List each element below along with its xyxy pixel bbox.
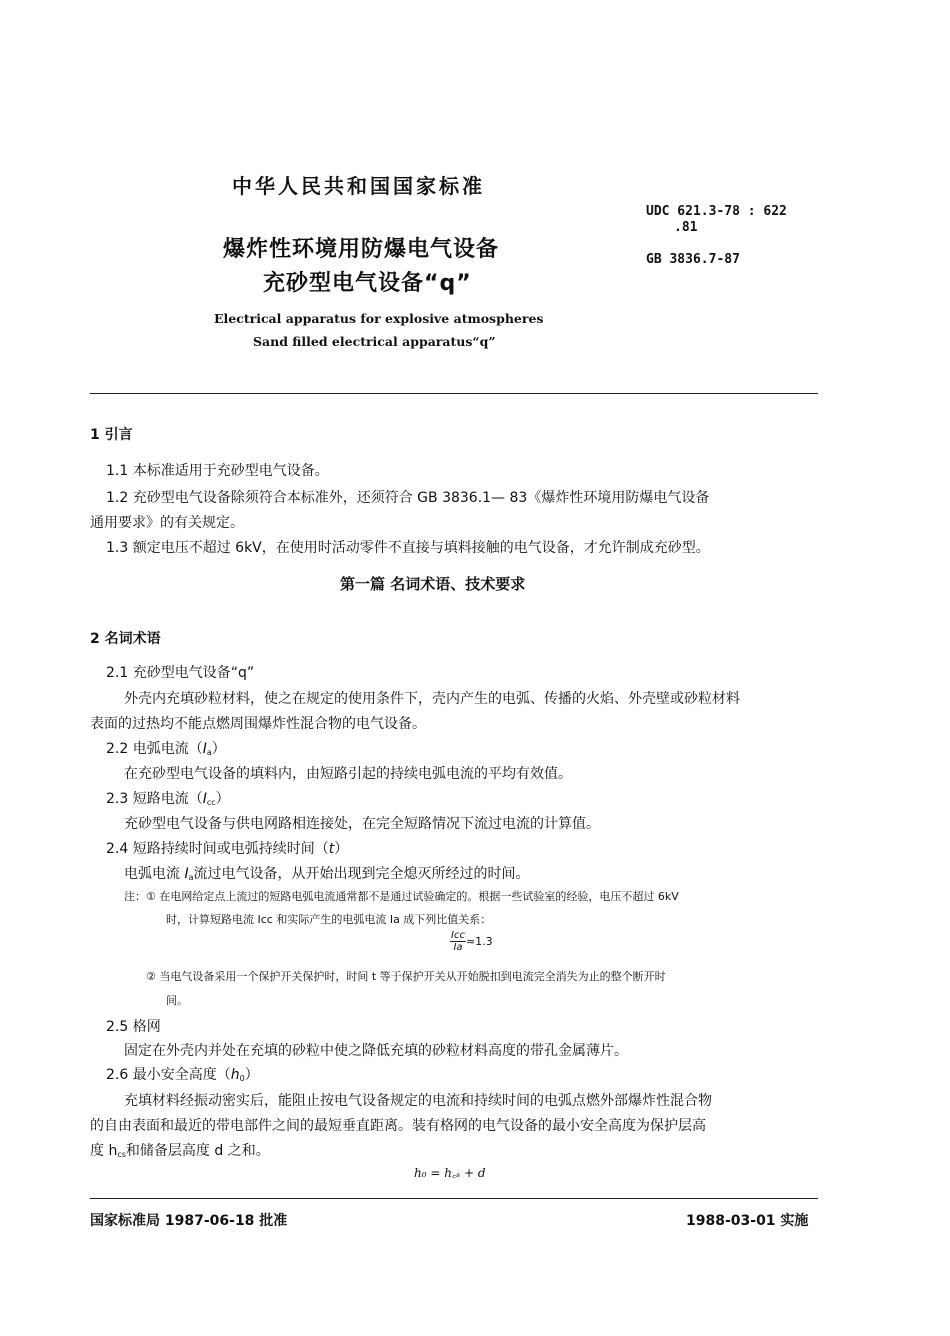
ratio-value: ≈1.3	[465, 935, 493, 948]
short-circuit-subscript: cc	[206, 798, 216, 807]
english-title-line1: Electrical apparatus for explosive atmospheres	[214, 311, 544, 326]
clause-2-6-line3-start: 度 h	[90, 1143, 118, 1159]
note-2-line1: ② 当电气设备采用一个保护开关保护时，时间 t 等于保护开关从开始脱扣到电流完全消失为止的整个断开时	[146, 970, 666, 983]
paren-close: ）	[244, 1067, 259, 1083]
clause-2-6-body-line1: 充填材料经振动密实后，能阻止按电气设备规定的电流和持续时间的电弧点燃外部爆炸性混合物	[124, 1093, 712, 1109]
note-1-formula	[450, 930, 493, 953]
paren-close: ）	[334, 841, 349, 857]
minimum-height-formula: h₀ = h꜀ₛ + d	[414, 1166, 486, 1180]
paren-close: ）	[211, 741, 226, 757]
clause-2-1-body-line2: 表面的过热均不能点燃周围爆炸性混合物的电气设备。	[90, 716, 426, 732]
english-title-line2: Sand filled electrical apparatus“q”	[253, 334, 496, 349]
clause-2-6-label: 2.6 最小安全高度（	[106, 1067, 231, 1083]
clause-2-6-title	[106, 1064, 259, 1084]
clause-2-2-body: 在充砂型电气设备的填料内，由短路引起的持续电弧电流的平均有效值。	[124, 766, 572, 782]
section-2-heading: 2 名词术语	[90, 631, 161, 647]
part-1-heading: 第一篇 名词术语、技术要求	[340, 575, 526, 593]
clause-2-6-body-line2: 的自由表面和最近的带电部件之间的最短垂直距离。装有格网的电气设备的最小安全高度为保护层高	[90, 1118, 706, 1134]
note-1-line1: 注：① 在电网给定点上流过的短路电弧电流通常都不是通过试验确定的。根据一些试验室的经验，电压不超过 6kV	[124, 890, 679, 903]
clause-2-3-body: 充砂型电气设备与供电网路相连接处，在完全短路情况下流过电流的计算值。	[124, 816, 600, 832]
arc-current-symbol: I	[202, 741, 207, 757]
udc-code: UDC 621.3-78 : 622	[646, 204, 787, 219]
clause-2-6-line3-rest: 和储备层高度 d 之和。	[125, 1143, 270, 1159]
short-circuit-symbol: I	[202, 791, 207, 807]
clause-1-2-line1: 1.2 充砂型电气设备除须符合本标准外，还须符合 GB 3836.1— 83《爆炸性环境用防爆电气设备	[106, 490, 710, 506]
clause-2-4-body	[124, 863, 530, 883]
clause-2-3-title	[106, 788, 230, 808]
current-ratio-fraction	[450, 930, 466, 953]
clause-2-4-body-start: 电弧电流	[124, 866, 185, 882]
clause-2-4-title	[106, 838, 348, 858]
clause-2-6-body-line3	[90, 1140, 270, 1160]
clause-2-1-body-line1: 外壳内充填砂粒材料，使之在规定的使用条件下，壳内产生的电弧、传播的火焰、外壳壁或砂粒材料	[124, 691, 740, 707]
protective-layer-subscript: cs	[117, 1150, 126, 1159]
fraction-denominator: Ia	[453, 942, 463, 953]
footer-divider	[90, 1198, 818, 1199]
udc-code-cont: .81	[674, 220, 698, 235]
clause-1-1: 1.1 本标准适用于充砂型电气设备。	[106, 463, 329, 479]
arc-current-symbol: I	[184, 866, 189, 882]
doc-title-line2: 充砂型电气设备“q”	[263, 271, 472, 296]
clause-1-2-line2: 通用要求》的有关规定。	[90, 515, 244, 531]
clause-2-4-label: 2.4 短路持续时间或电弧持续时间（	[106, 841, 329, 857]
note-1-line2: 时，计算短路电流 Icc 和实际产生的电弧电流 Ia 成下列比值关系：	[166, 913, 492, 926]
gb-code: GB 3836.7-87	[646, 252, 740, 267]
implementation-date: 1988-03-01 实施	[686, 1213, 809, 1229]
height-subscript: 0	[239, 1074, 245, 1083]
national-standard-heading: 中华人民共和国国家标准	[232, 174, 485, 198]
clause-2-2-title	[106, 738, 226, 758]
header-divider	[90, 393, 818, 394]
arc-current-subscript: a	[188, 873, 194, 882]
clause-2-1-title: 2.1 充砂型电气设备“q”	[106, 665, 255, 681]
fraction-numerator: Icc	[451, 930, 465, 941]
clause-2-4-body-rest: 流过电气设备，从开始出现到完全熄灭所经过的时间。	[193, 866, 530, 882]
doc-title-line1: 爆炸性环境用防爆电气设备	[223, 237, 500, 262]
clause-2-5-title: 2.5 格网	[106, 1019, 161, 1035]
approval-date: 国家标准局 1987-06-18 批准	[90, 1213, 288, 1229]
section-1-heading: 1 引言	[90, 427, 133, 443]
height-symbol: h	[230, 1067, 240, 1083]
arc-current-subscript: a	[206, 748, 212, 757]
note-2-line2: 间。	[166, 994, 188, 1007]
duration-symbol: t	[328, 841, 335, 857]
paren-close: ）	[215, 791, 230, 807]
clause-2-2-label: 2.2 电弧电流（	[106, 741, 203, 757]
clause-2-5-body: 固定在外壳内并处在充填的砂粒中使之降低充填的砂粒材料高度的带孔金属薄片。	[124, 1043, 628, 1059]
clause-2-3-label: 2.3 短路电流（	[106, 791, 203, 807]
clause-1-3: 1.3 额定电压不超过 6kV，在使用时活动零件不直接与填料接触的电气设备，才允许制成充砂型。	[106, 540, 710, 556]
